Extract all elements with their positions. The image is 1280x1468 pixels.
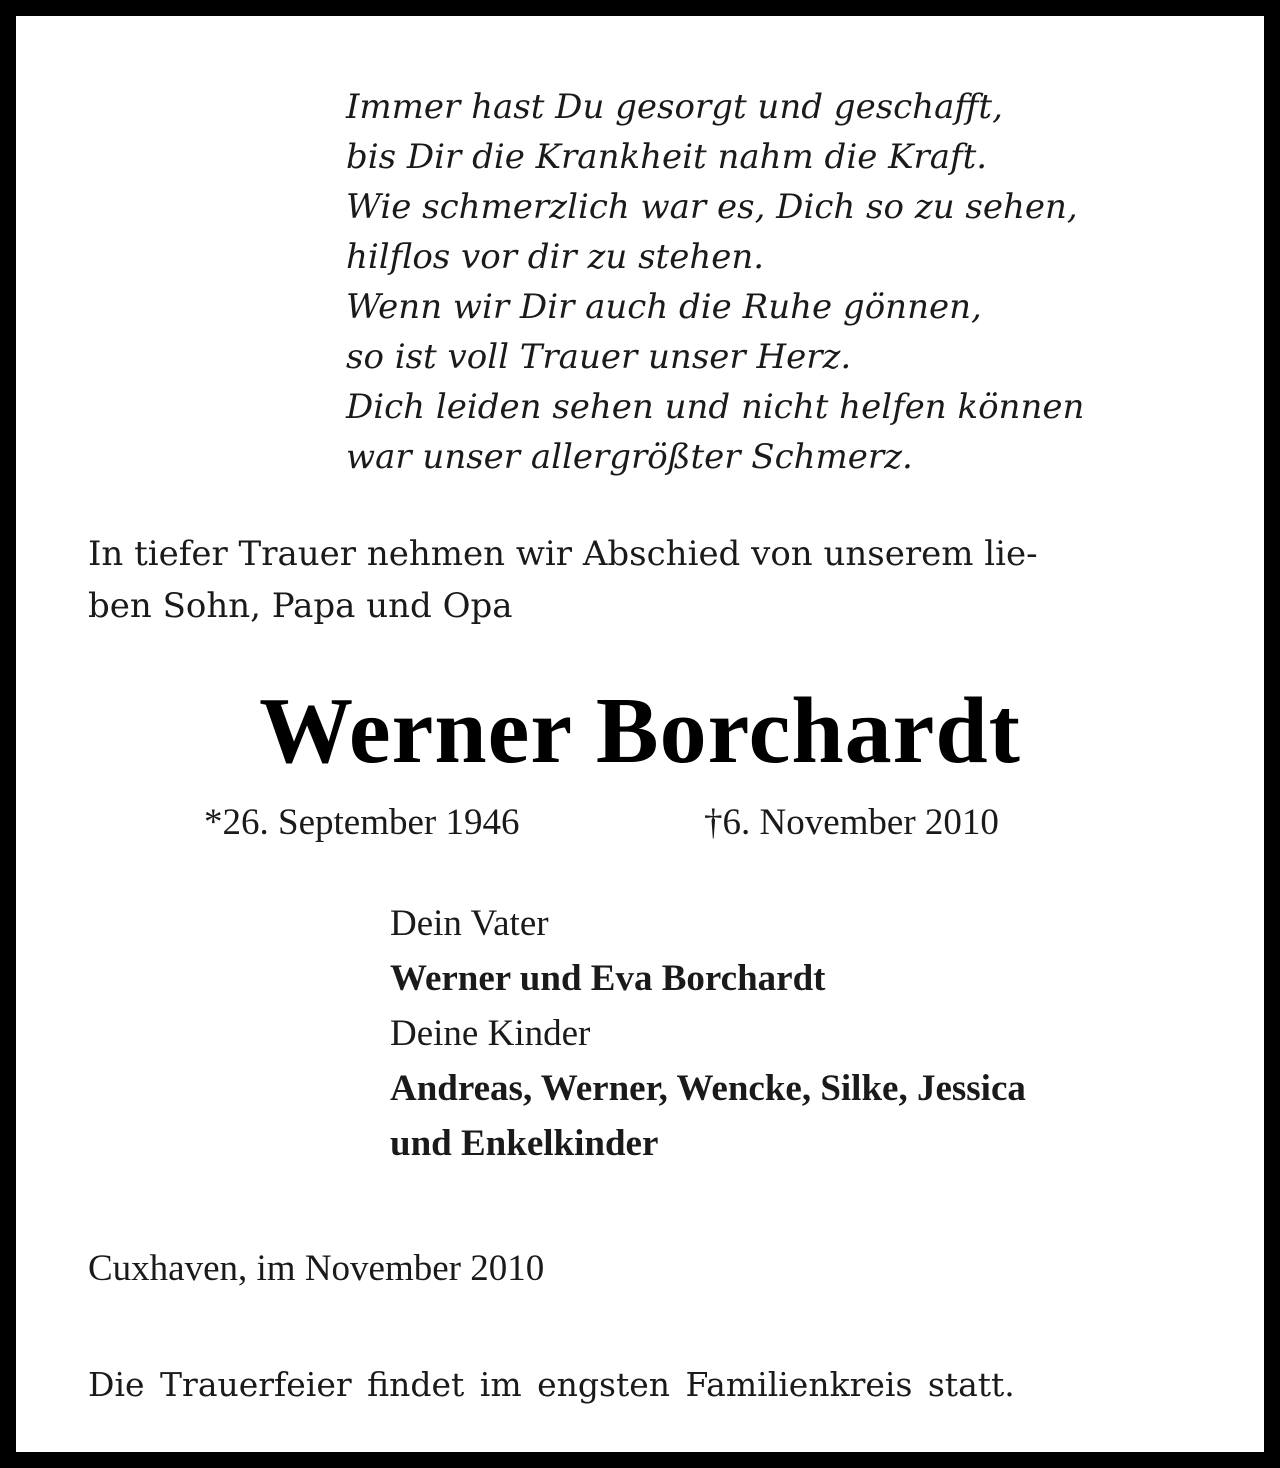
place-date: Cuxhaven, im November 2010 (88, 1248, 545, 1289)
poem-line: bis Dir die Krankheit nahm die Kraft. (346, 137, 988, 177)
children-label: Deine Kinder (390, 1013, 591, 1054)
children-names: Andreas, Werner, Wencke, Silke, Jessica (390, 1068, 1026, 1109)
poem-line: Immer hast Du gesorgt und geschafft, (346, 87, 1003, 127)
deceased-name: Werner Borchardt (259, 679, 1021, 783)
intro-line: In tiefer Trauer nehmen wir Abschied von unserem lie- (88, 534, 1038, 574)
grandchildren: und Enkelkinder (390, 1123, 659, 1164)
poem-line: Wie schmerzlich war es, Dich so zu sehen, (346, 187, 1078, 227)
service-note: Die Trauerfeier findet im engsten Familienkreis statt. (88, 1365, 1015, 1404)
father-label: Dein Vater (390, 903, 549, 944)
father-names: Werner und Eva Borchardt (390, 958, 826, 999)
intro-text (88, 528, 1038, 632)
death-date: †6. November 2010 (704, 802, 999, 843)
poem-line: hilflos vor dir zu stehen. (346, 237, 765, 277)
poem-line: Wenn wir Dir auch die Ruhe gönnen, (346, 287, 982, 327)
family-list (390, 896, 1026, 1171)
obituary-notice (16, 16, 1264, 1452)
intro-line: ben Sohn, Papa und Opa (88, 586, 513, 626)
poem-line: war unser allergrößter Schmerz. (346, 437, 913, 477)
birth-date: *26. September 1946 (204, 802, 520, 843)
poem-line: so ist voll Trauer unser Herz. (346, 337, 852, 377)
poem-line: Dich leiden sehen und nicht helfen können (346, 387, 1085, 427)
poem (346, 82, 1084, 482)
